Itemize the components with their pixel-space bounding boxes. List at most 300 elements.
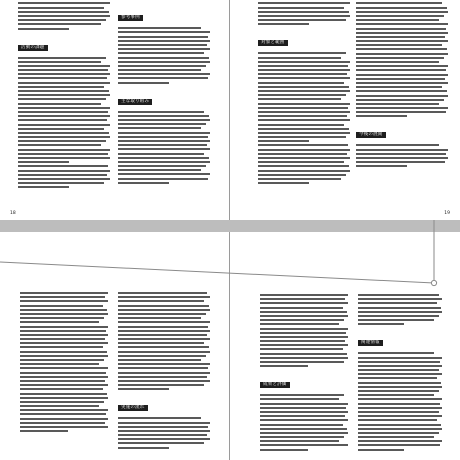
body-text-line — [258, 111, 350, 113]
body-text-line — [356, 157, 448, 159]
body-text-line — [358, 294, 439, 296]
body-text-line — [118, 426, 208, 428]
body-text-line — [20, 430, 68, 432]
body-text-line — [118, 136, 208, 138]
body-text-line — [356, 103, 439, 105]
body-text-line — [260, 298, 345, 300]
section-heading-label: 対象と範囲 — [258, 40, 288, 46]
body-text-line — [260, 328, 348, 330]
body-text-line — [260, 449, 308, 451]
body-text-line — [20, 351, 107, 353]
body-text-line — [118, 326, 208, 328]
body-text-line — [258, 57, 341, 59]
body-text-line — [118, 367, 208, 369]
body-text-line — [118, 73, 210, 75]
body-text-line — [356, 161, 445, 163]
body-text-line — [118, 447, 169, 449]
body-text-line — [258, 165, 349, 167]
body-text-line — [258, 161, 344, 163]
body-text-line — [18, 186, 69, 188]
body-text-line — [356, 7, 447, 9]
body-text-line — [258, 153, 347, 155]
body-text-line — [18, 178, 110, 180]
body-text-line — [18, 161, 69, 163]
text-column — [118, 0, 210, 220]
body-text-line — [18, 2, 110, 4]
body-text-line — [358, 398, 442, 400]
body-text-line — [260, 294, 348, 296]
body-text-line — [18, 103, 101, 105]
body-text-line — [260, 340, 345, 342]
body-text-line — [20, 292, 108, 294]
body-text-line — [18, 140, 106, 142]
body-text-line — [356, 144, 439, 146]
body-text-line — [260, 365, 308, 367]
body-text-line — [18, 111, 108, 113]
body-text-line — [358, 449, 404, 451]
body-text-line — [358, 407, 442, 409]
body-text-line — [260, 315, 348, 317]
body-text-line — [258, 98, 341, 100]
body-text-line — [118, 161, 210, 163]
body-text-line — [356, 115, 407, 117]
page-right-bottom — [230, 232, 460, 460]
body-text-line — [118, 182, 169, 184]
body-text-line — [20, 376, 108, 378]
body-text-line — [260, 407, 346, 409]
body-text-line — [258, 149, 350, 151]
body-text-line — [358, 436, 434, 438]
body-text-line — [118, 31, 210, 33]
body-text-line — [18, 86, 104, 88]
body-text-line — [20, 418, 108, 420]
section-heading — [258, 28, 350, 47]
body-text-line — [18, 170, 110, 172]
body-text-line — [260, 444, 348, 446]
body-text-line — [358, 369, 439, 371]
body-text-line — [118, 359, 201, 361]
body-text-line — [118, 157, 209, 159]
body-text-line — [258, 140, 309, 142]
body-text-line — [260, 436, 344, 438]
body-text-line — [118, 127, 201, 129]
body-text-line — [20, 380, 105, 382]
body-text-line — [358, 419, 437, 421]
body-text-line — [118, 144, 207, 146]
body-text-line — [20, 359, 104, 361]
body-text-line — [20, 342, 108, 344]
body-text-line — [118, 321, 210, 323]
body-text-line — [118, 77, 208, 79]
body-text-line — [358, 311, 442, 313]
body-text-line — [18, 77, 107, 79]
body-text-line — [118, 317, 201, 319]
body-text-line — [18, 73, 110, 75]
body-text-line — [18, 7, 104, 9]
body-text-line — [258, 82, 344, 84]
body-text-line — [260, 357, 348, 359]
body-text-line — [358, 377, 437, 379]
body-text-line — [258, 94, 346, 96]
body-text-line — [260, 419, 348, 421]
spread-separator — [0, 220, 460, 232]
body-text-line — [18, 107, 110, 109]
body-text-line — [18, 65, 110, 67]
body-text-line — [118, 123, 206, 125]
body-text-line — [356, 23, 448, 25]
body-text-line — [260, 332, 346, 334]
body-text-line — [118, 173, 210, 175]
body-text-line — [358, 390, 439, 392]
body-text-line — [260, 428, 347, 430]
body-text-line — [18, 23, 101, 25]
body-text-line — [358, 432, 439, 434]
body-text-line — [356, 74, 448, 76]
body-text-line — [118, 363, 210, 365]
body-text-line — [18, 82, 110, 84]
body-text-line — [20, 367, 108, 369]
body-text-line — [358, 365, 442, 367]
body-text-line — [118, 384, 204, 386]
body-text-line — [260, 307, 343, 309]
body-text-line — [20, 401, 104, 403]
body-text-line — [260, 336, 348, 338]
body-text-line — [20, 372, 106, 374]
body-text-line — [356, 53, 448, 55]
body-text-line — [18, 11, 109, 13]
body-text-line — [118, 65, 206, 67]
body-text-line — [358, 394, 434, 396]
body-text-line — [20, 326, 108, 328]
spread-bottom — [0, 232, 460, 460]
body-text-line — [358, 411, 439, 413]
body-text-line — [356, 44, 442, 46]
body-text-line — [20, 426, 108, 428]
body-text-line — [258, 132, 350, 134]
body-text-line — [118, 40, 210, 42]
body-text-line — [260, 415, 345, 417]
body-text-line — [358, 302, 437, 304]
body-text-line — [118, 148, 210, 150]
body-text-line — [118, 342, 204, 344]
section-heading — [118, 3, 210, 22]
body-text-line — [18, 153, 108, 155]
body-text-line — [20, 305, 103, 307]
body-text-line — [20, 422, 105, 424]
body-text-line — [18, 174, 107, 176]
body-text-line — [118, 52, 204, 54]
body-text-line — [118, 69, 201, 71]
body-text-line — [260, 344, 348, 346]
body-text-line — [356, 65, 448, 67]
body-text-line — [20, 363, 99, 365]
body-text-line — [18, 124, 110, 126]
section-heading-label: 成果と評価 — [260, 382, 290, 388]
body-text-line — [260, 394, 344, 396]
body-text-line — [356, 61, 439, 63]
body-text-line — [20, 413, 106, 415]
body-text-line — [118, 305, 209, 307]
body-text-line — [118, 417, 201, 419]
body-text-line — [358, 315, 439, 317]
body-text-line — [356, 111, 446, 113]
body-text-line — [258, 128, 349, 130]
section-heading — [118, 393, 210, 412]
body-text-line — [258, 103, 350, 105]
body-text-line — [20, 300, 108, 302]
body-text-line — [356, 57, 444, 59]
body-text-line — [356, 19, 439, 21]
body-text-line — [258, 174, 346, 176]
body-text-line — [118, 178, 208, 180]
body-text-line — [258, 182, 309, 184]
body-text-line — [356, 90, 447, 92]
body-text-line — [356, 149, 448, 151]
body-text-line — [356, 11, 448, 13]
body-text-line — [356, 36, 445, 38]
text-column — [356, 0, 448, 220]
body-text-line — [260, 302, 348, 304]
body-text-line — [118, 388, 169, 390]
text-column — [118, 292, 210, 460]
body-text-line — [118, 355, 206, 357]
body-text-line — [358, 361, 440, 363]
body-text-line — [18, 19, 106, 21]
body-text-line — [20, 317, 104, 319]
text-column — [258, 0, 350, 220]
body-text-line — [118, 334, 207, 336]
body-text-line — [260, 424, 343, 426]
spread-top — [0, 0, 460, 220]
body-text-line — [18, 94, 110, 96]
body-text-line — [258, 65, 348, 67]
body-text-line — [356, 40, 448, 42]
body-text-line — [18, 90, 109, 92]
body-text-line — [260, 440, 339, 442]
body-text-line — [118, 132, 210, 134]
body-text-line — [18, 115, 110, 117]
body-text-line — [258, 11, 349, 13]
body-text-line — [260, 398, 339, 400]
body-text-line — [20, 309, 107, 311]
body-text-line — [358, 415, 442, 417]
body-text-line — [258, 77, 350, 79]
body-text-line — [358, 386, 442, 388]
body-text-line — [258, 170, 350, 172]
text-column — [260, 294, 348, 460]
body-text-line — [18, 69, 108, 71]
body-text-line — [358, 382, 441, 384]
body-text-line — [18, 132, 109, 134]
page-left-top — [0, 0, 229, 220]
body-text-line — [18, 98, 106, 100]
body-text-line — [18, 149, 110, 151]
body-text-line — [258, 19, 346, 21]
body-text-line — [358, 440, 442, 442]
body-text-line — [118, 376, 207, 378]
body-text-line — [118, 380, 210, 382]
body-text-line — [356, 32, 448, 34]
body-text-line — [118, 346, 209, 348]
body-text-line — [258, 107, 348, 109]
body-text-line — [358, 298, 442, 300]
body-text-line — [358, 352, 434, 354]
body-text-line — [18, 15, 110, 17]
body-text-line — [258, 86, 349, 88]
text-column — [18, 0, 110, 220]
body-text-line — [118, 296, 210, 298]
body-text-line — [358, 307, 441, 309]
body-text-line — [356, 15, 444, 17]
body-text-line — [356, 86, 442, 88]
body-text-line — [18, 182, 104, 184]
page-number: 19 — [444, 211, 450, 216]
body-text-line — [118, 434, 207, 436]
body-text-line — [20, 397, 108, 399]
section-heading — [356, 120, 448, 139]
body-text-line — [356, 165, 407, 167]
body-text-line — [18, 28, 69, 30]
body-text-line — [20, 384, 108, 386]
body-text-line — [258, 15, 350, 17]
body-text-line — [20, 338, 105, 340]
body-text-line — [18, 144, 101, 146]
section-heading — [260, 370, 348, 389]
body-text-line — [356, 78, 445, 80]
body-text-line — [118, 36, 208, 38]
body-text-line — [118, 57, 209, 59]
section-heading — [118, 87, 210, 106]
body-text-line — [118, 338, 210, 340]
body-text-line — [356, 107, 448, 109]
body-text-line — [260, 353, 347, 355]
body-text-line — [18, 165, 108, 167]
body-text-line — [356, 95, 448, 97]
body-text-line — [118, 115, 209, 117]
body-text-line — [20, 346, 103, 348]
body-text-line — [118, 119, 210, 121]
body-text-line — [258, 144, 348, 146]
body-text-line — [260, 361, 344, 363]
body-text-line — [258, 124, 344, 126]
body-text-line — [356, 48, 447, 50]
body-text-line — [118, 292, 207, 294]
body-text-line — [118, 44, 207, 46]
body-text-line — [356, 99, 444, 101]
body-text-line — [258, 2, 350, 4]
body-text-line — [118, 48, 210, 50]
body-text-line — [258, 73, 347, 75]
body-text-line — [258, 7, 344, 9]
body-text-line — [20, 409, 108, 411]
body-text-line — [358, 428, 442, 430]
text-column — [20, 292, 108, 460]
body-text-line — [358, 319, 434, 321]
body-text-line — [118, 61, 210, 63]
body-text-line — [118, 351, 210, 353]
body-text-line — [258, 52, 346, 54]
section-heading-label: 関連情報 — [358, 340, 383, 346]
body-text-line — [118, 422, 210, 424]
body-text-line — [118, 442, 204, 444]
body-text-line — [118, 165, 206, 167]
body-text-line — [358, 424, 441, 426]
body-text-line — [356, 2, 442, 4]
body-text-line — [118, 300, 204, 302]
body-text-line — [260, 348, 343, 350]
body-text-line — [20, 296, 105, 298]
body-text-line — [20, 313, 108, 315]
body-text-line — [260, 411, 348, 413]
section-heading-label: 主な取り組み — [118, 99, 152, 105]
body-text-line — [260, 323, 339, 325]
body-text-line — [18, 136, 110, 138]
body-text-line — [358, 403, 440, 405]
body-text-line — [118, 140, 210, 142]
body-text-line — [20, 388, 103, 390]
body-text-line — [358, 323, 404, 325]
body-text-line — [20, 334, 108, 336]
body-text-line — [260, 311, 347, 313]
section-heading-label: 参考事例 — [118, 15, 143, 21]
page-number: 18 — [10, 211, 16, 216]
section-heading — [18, 33, 110, 52]
body-text-line — [356, 69, 446, 71]
body-text-line — [18, 61, 101, 63]
page-right-top — [230, 0, 460, 220]
page-left-bottom — [0, 232, 229, 460]
body-text-line — [118, 111, 204, 113]
body-text-line — [20, 355, 108, 357]
body-text-line — [118, 313, 206, 315]
body-text-line — [20, 405, 99, 407]
body-text-line — [258, 178, 341, 180]
body-text-line — [118, 309, 210, 311]
body-text-line — [258, 136, 346, 138]
body-text-line — [118, 372, 210, 374]
body-text-line — [20, 321, 99, 323]
body-text-line — [260, 432, 348, 434]
section-heading-label: 今後の展開 — [356, 132, 386, 138]
body-text-line — [118, 330, 210, 332]
body-text-line — [118, 27, 201, 29]
body-text-line — [358, 357, 442, 359]
body-text-line — [18, 128, 104, 130]
section-heading-label: 活動の課題 — [18, 45, 48, 51]
body-text-line — [258, 61, 350, 63]
body-text-line — [118, 169, 201, 171]
body-text-line — [258, 157, 350, 159]
body-text-line — [356, 28, 446, 30]
text-column — [358, 294, 442, 460]
body-text-line — [358, 444, 440, 446]
body-text-line — [260, 319, 344, 321]
body-text-line — [258, 23, 309, 25]
body-text-line — [118, 82, 169, 84]
section-heading-label: 実施の流れ — [118, 405, 148, 411]
body-text-line — [18, 57, 106, 59]
body-text-line — [118, 438, 210, 440]
body-text-line — [260, 403, 348, 405]
body-text-line — [20, 393, 107, 395]
body-text-line — [118, 430, 210, 432]
body-text-line — [118, 153, 204, 155]
body-text-line — [18, 119, 107, 121]
section-heading — [358, 328, 442, 347]
body-text-line — [258, 119, 350, 121]
body-text-line — [20, 330, 106, 332]
body-text-line — [358, 373, 442, 375]
